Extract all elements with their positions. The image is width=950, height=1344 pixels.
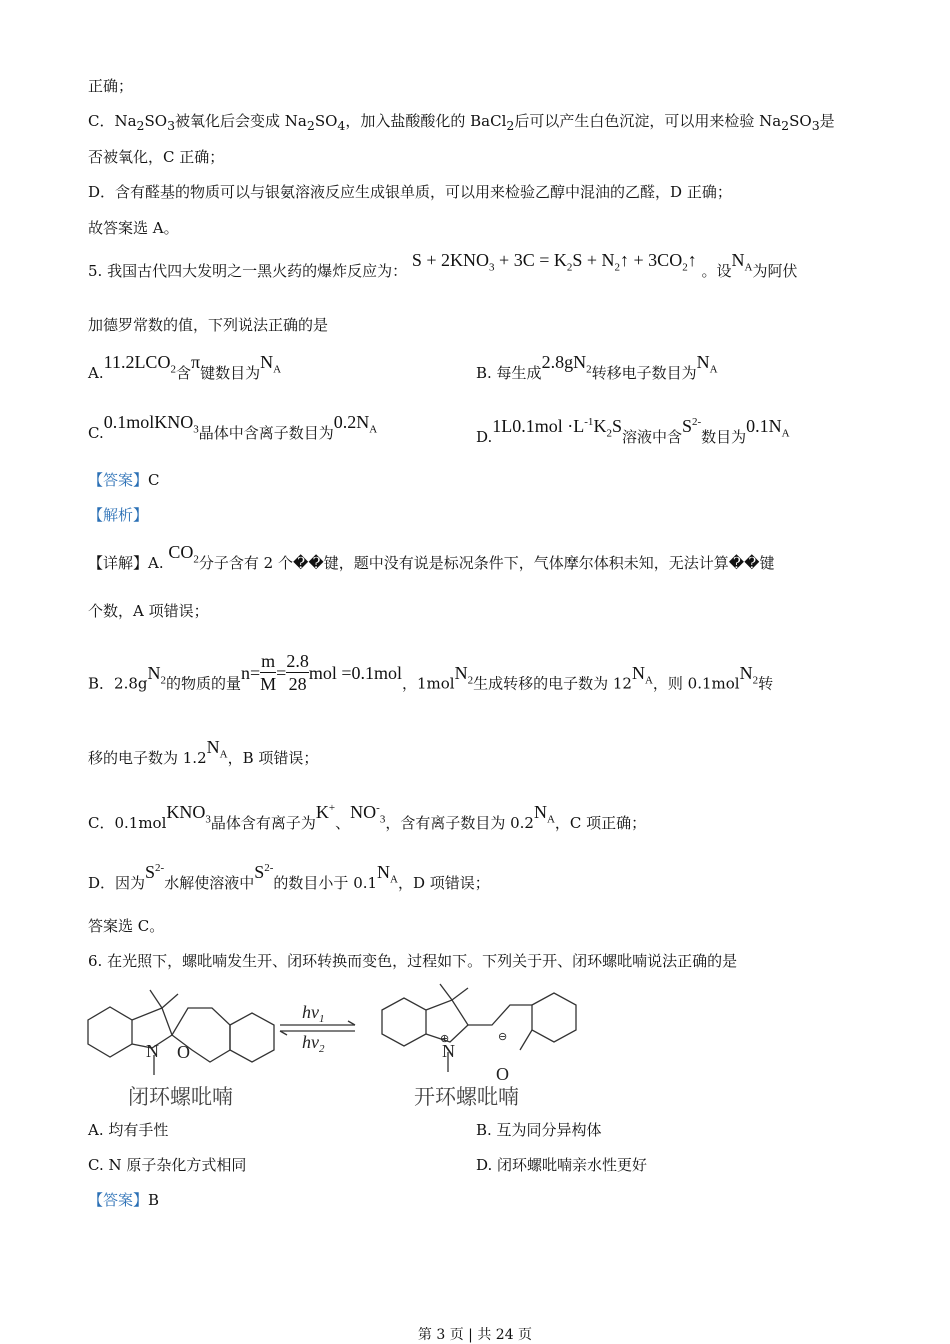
t: 的物质的量 (165, 674, 241, 693)
t: ，D 项错误； (398, 874, 490, 892)
t: ，B 项错误； (227, 749, 319, 767)
t: + 3C = K (494, 250, 567, 270)
s: 2 (467, 674, 474, 687)
t: S (145, 862, 156, 882)
f (350, 802, 386, 826)
sub: 2 (136, 118, 145, 133)
s: 3 (379, 813, 386, 826)
text: 5. 我国古代四大发明之一黑火药的爆炸反应为： (88, 262, 408, 280)
t: 晶体中含离子数目为 (198, 424, 334, 442)
f (206, 737, 228, 761)
s: 2 (193, 553, 199, 566)
s: A (644, 674, 653, 687)
t: 转移电子数目为 (591, 364, 697, 382)
t: K (593, 416, 607, 436)
text-line: 否被氧化，C 正确； (88, 148, 225, 166)
n-atom: N (442, 1041, 455, 1061)
s: A (219, 748, 228, 761)
s: 2- (264, 862, 274, 874)
f (103, 352, 176, 376)
n-atom: N (146, 1041, 159, 1061)
frac (260, 650, 276, 695)
t: 2.8gN (541, 352, 587, 372)
s: 2 (614, 261, 621, 274)
question-6-stem: 6. 在光照下，螺吡喃发生开、闭环转换而变色，过程如下。下列关于开、闭环螺吡喃说法正确的是 (88, 952, 738, 970)
sub: 2 (781, 118, 790, 133)
t: = (276, 662, 287, 683)
t: hν (302, 1002, 319, 1022)
t: S (611, 416, 622, 436)
t: D．因为 (88, 874, 146, 892)
text: C．Na (88, 112, 137, 130)
s: 2 (319, 1043, 325, 1055)
t: A. (88, 364, 104, 382)
f (147, 662, 166, 687)
answer: C (148, 471, 160, 489)
text-line: 加德罗常数的值，下列说法正确的是 (88, 316, 329, 334)
f (492, 416, 622, 440)
text-line: D．含有醛基的物质可以与银氨溶液反应生成银单质，可以用来检验乙醇中混油的乙醛，D 正确； (88, 183, 732, 201)
t: S + 2KNO (411, 250, 490, 270)
f (145, 862, 164, 882)
t: ，则 0.1mol (652, 674, 740, 693)
t: 、 (335, 814, 351, 832)
hv2-label (302, 1032, 325, 1055)
t: 含 (175, 364, 191, 382)
option-c[interactable] (88, 412, 378, 450)
sub: 4 (337, 118, 346, 133)
na (731, 250, 753, 274)
s: 1 (319, 1013, 325, 1025)
t: 分子含有 2 个��键，题中没有说是标况条件下，气体摩尔体积未知，无法计算��键 (198, 554, 775, 572)
t: N (377, 862, 391, 882)
plus-charge: ⊕ (440, 1033, 450, 1045)
open-label: 开环螺吡喃 (414, 1085, 519, 1109)
f (254, 862, 273, 882)
detail-b-cont (88, 737, 319, 775)
t: 数目为 (701, 428, 747, 446)
s: 2 (752, 674, 759, 687)
f (103, 412, 199, 436)
t: M (260, 674, 277, 694)
t: ，C 项正确； (554, 814, 647, 832)
t: C．0.1mol (88, 814, 167, 832)
text: 。设 (701, 262, 732, 280)
option-d[interactable]: D. 闭环螺吡喃亲水性更好 (476, 1156, 648, 1174)
text: SO (144, 112, 168, 130)
sub: 3 (167, 118, 176, 133)
answer-line (88, 470, 160, 490)
t: K (315, 802, 329, 822)
sub: 3 (811, 118, 820, 133)
s: -1 (584, 416, 594, 428)
t: N (731, 250, 745, 270)
t: D. (476, 428, 493, 446)
t: 0.2N (333, 412, 370, 432)
f (333, 412, 378, 436)
s: 2 (160, 674, 166, 687)
reaction-equation (411, 250, 697, 274)
answer-line (88, 1190, 159, 1210)
f (166, 802, 211, 826)
hv1-label (302, 1002, 325, 1025)
answer-tag: 【答案】 (88, 1191, 149, 1209)
option-c-explanation (88, 111, 835, 136)
open-spiropyran-structure (382, 984, 576, 1072)
f (746, 416, 790, 440)
text-line: 故答案选 A。 (88, 219, 179, 237)
minus-charge: ⊖ (498, 1031, 508, 1043)
s: 2- (691, 416, 702, 428)
t: N (260, 352, 274, 372)
s: 3 (193, 423, 199, 436)
detail-a (88, 542, 775, 580)
t: S (254, 862, 265, 882)
text: 后可以产生白色沉淀，可以用来检验 Na (514, 112, 782, 130)
t: ，1mol (401, 674, 455, 693)
s: 2 (566, 261, 573, 274)
t: 水解使溶液中 (164, 874, 255, 892)
s: A (390, 873, 398, 886)
t: B. 每生成 (476, 364, 542, 382)
t: 溶液中含 (621, 428, 682, 446)
f (533, 802, 555, 826)
t: N (533, 802, 547, 822)
s: 2 (606, 427, 612, 440)
s: 3 (205, 813, 211, 826)
s: A (369, 423, 378, 436)
t: 0.1N (746, 416, 782, 436)
closed-label: 闭环螺吡喃 (128, 1085, 233, 1109)
text: SO (789, 112, 812, 130)
s: 3 (489, 261, 495, 274)
s: A (781, 427, 790, 440)
spiropyran-diagram (80, 980, 600, 1115)
t: n= (241, 662, 261, 683)
t: N (739, 662, 753, 683)
sub: 2 (306, 118, 315, 133)
text-line: 个数，A 项错误； (88, 602, 209, 620)
t: S (681, 416, 692, 436)
f (739, 662, 759, 687)
t: KNO (166, 802, 206, 822)
t: N (206, 737, 220, 757)
f (377, 862, 398, 886)
option-c[interactable]: C. N 原子杂化方式相同 (88, 1156, 247, 1174)
t: ↑ (687, 250, 697, 270)
s: A (546, 813, 555, 826)
text-line: 答案选 C。 (88, 917, 165, 935)
answer-tag: 【答案】 (88, 471, 149, 489)
t: B．2.8g (88, 674, 148, 693)
f (631, 662, 653, 687)
s: 2 (586, 363, 592, 376)
s: 2- (155, 862, 165, 874)
t: N (696, 352, 710, 372)
s: + (328, 802, 336, 814)
detail-b (88, 651, 774, 705)
detail-c (88, 802, 647, 840)
s: - (376, 802, 380, 814)
f (168, 542, 199, 566)
t: 0.1molKNO (103, 412, 194, 432)
s: 2 (682, 261, 688, 274)
analysis-tag: 【解析】 (88, 506, 149, 524)
text: ，加入盐酸酸化的 BaCl (345, 112, 507, 130)
option-a[interactable]: A. 均有手性 (88, 1121, 169, 1139)
t: 【详解】A. (88, 554, 164, 572)
f (454, 662, 474, 687)
pi: π (190, 352, 201, 372)
text: 为阿伏 (752, 262, 798, 280)
t: ，含有离子数目为 0.2 (385, 814, 534, 832)
closed-spiropyran-structure (88, 990, 274, 1075)
page-footer: 第 3 页 | 共 24 页 (417, 1327, 533, 1343)
t: hν (302, 1032, 319, 1052)
text: 被氧化后会变成 Na (175, 112, 307, 130)
t: N (454, 662, 468, 683)
t: CO (168, 542, 194, 562)
s: A (273, 363, 282, 376)
t: C. (88, 424, 104, 442)
t: 移的电子数为 1.2 (88, 749, 207, 767)
t: m (261, 651, 276, 671)
s: A (744, 261, 753, 274)
option-a[interactable] (88, 352, 282, 390)
t: N (147, 662, 161, 683)
t: 生成转移的电子数为 12 (473, 674, 632, 693)
t: 转 (758, 674, 774, 693)
s: A (709, 363, 718, 376)
o-atom: O (496, 1064, 509, 1084)
option-d[interactable] (476, 416, 790, 454)
text: 是 (819, 112, 835, 130)
t: ↑ + 3CO (620, 250, 683, 270)
s: 2 (170, 363, 176, 376)
t: N (631, 662, 645, 683)
t: S + N (572, 250, 615, 270)
o-atom: O (177, 1042, 190, 1062)
f (696, 352, 718, 376)
option-b[interactable] (476, 352, 718, 390)
question-5-stem (88, 250, 798, 288)
fraction-equation (241, 650, 402, 695)
t: NO (350, 802, 377, 822)
t: 11.2LCO (103, 352, 171, 372)
f (682, 416, 701, 436)
text: SO (314, 112, 338, 130)
t: 的数目小于 0.1 (273, 874, 378, 892)
sub: 2 (506, 118, 515, 133)
f (541, 352, 592, 376)
t: 28 (288, 674, 307, 694)
t: mol =0.1mol (308, 662, 402, 683)
detail-d (88, 862, 490, 900)
text-line: 正确； (88, 77, 134, 95)
option-b[interactable]: B. 互为同分异构体 (476, 1121, 602, 1139)
f (316, 802, 335, 822)
t: 键数目为 (200, 364, 261, 382)
f (260, 352, 282, 376)
t: 2.8 (286, 651, 309, 671)
t: 1L0.1mol ·L (492, 416, 585, 436)
t: 晶体含有离子为 (210, 814, 316, 832)
frac (286, 650, 309, 695)
answer: B (148, 1191, 160, 1209)
